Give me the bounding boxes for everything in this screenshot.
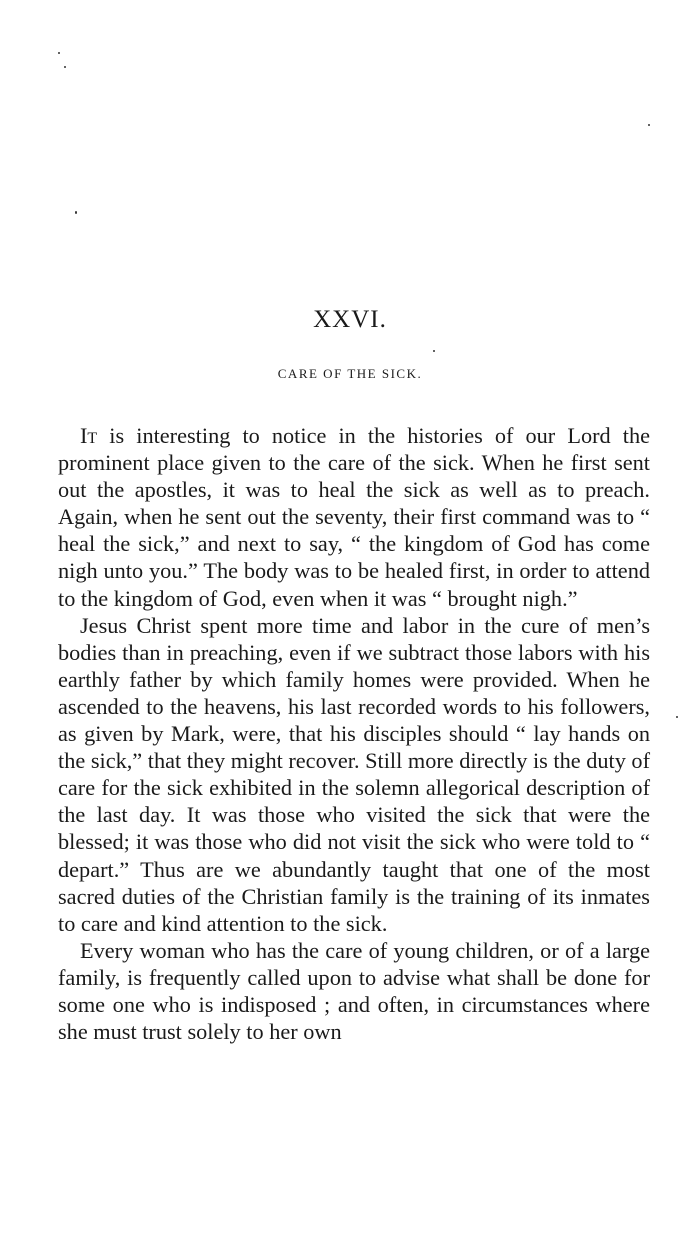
paragraph — [58, 422, 650, 612]
print-speck — [648, 124, 650, 126]
print-speck — [64, 66, 66, 68]
paragraph — [58, 937, 650, 1045]
chapter-number: XXVI. — [313, 306, 387, 333]
paragraph-text: Every woman who has the care of young children, or of a large family, is frequently called upon to advise what shall be done for some one who is indisposed ; and often, in circumstances where she must trust solely to her own — [58, 937, 650, 1045]
print-speck — [58, 52, 60, 54]
paragraph — [58, 612, 650, 937]
print-speck — [433, 350, 435, 352]
chapter-title: CARE OF THE SICK. — [277, 366, 423, 381]
chapter-body — [58, 422, 650, 1045]
print-speck — [676, 716, 678, 718]
print-speck — [75, 211, 77, 214]
paragraph-lead-word: It — [80, 423, 98, 448]
paragraph-text: Jesus Christ spent more time and labor in the cure of men’s bodies than in preaching, even if we subtract those labors with his earthly father by which family homes were provided. When he ascended to the heavens, his last recorded words to his followers, as given by Mark, were, that his disciples should “ lay hands on the sick,” that they might recover. Still more directly is the duty of care for the sick exhibited in the solemn allegorical description of the last day. It was those who visited the sick that were the blessed; it was those who did not visit the sick who were told to “ depart.” Thus are we abundantly taught that one of the most sacred duties of the Christian family is the training of its inmates to care and kind attention to the sick. — [58, 612, 650, 936]
paragraph-text: is interesting to notice in the histories of our Lord the prominent place given to the care of the sick. When he first sent out the apostles, it was to heal the sick as well as to preach. Again, when he sent out the seventy, their first command was to “ heal the sick,” and next to say, “ the kingdom of God has come nigh unto you.” The body was to be healed first, in order to attend to the kingdom of God, even when it was “ brought nigh.” — [58, 423, 650, 611]
